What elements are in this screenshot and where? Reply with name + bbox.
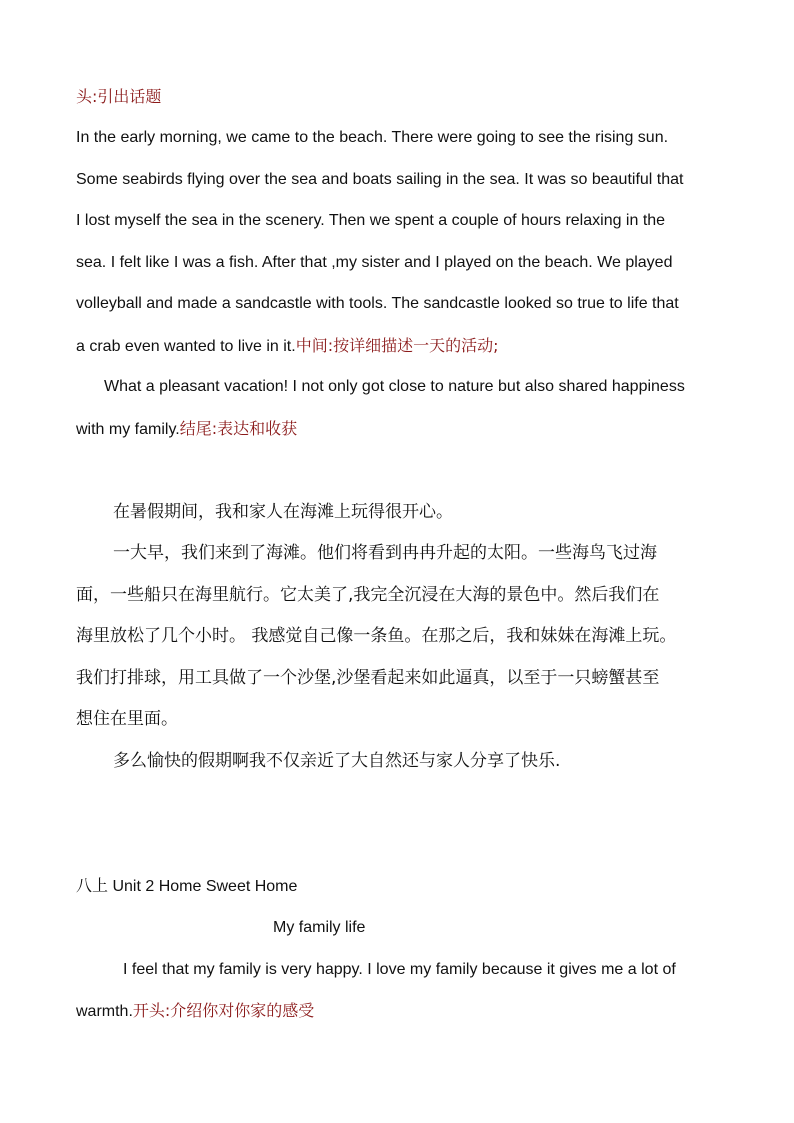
unit2-line-1: I feel that my family is very happy. I love my family because it gives me a lot of bbox=[123, 961, 676, 978]
essay-title: My family life bbox=[273, 919, 366, 936]
opening-annotation: 开头:介绍你对你家的感受 bbox=[132, 1001, 315, 1020]
translation-line-6: 想住在里面。 bbox=[76, 709, 178, 729]
middle-annotation: 中间:按详细描述一天的活动; bbox=[295, 336, 499, 355]
essay-line-8-text: with my family. bbox=[76, 421, 180, 438]
essay-line-5: volleyball and made a sandcastle with tools. The sandcastle looked so true to life that bbox=[76, 295, 679, 312]
translation-line-1: 在暑假期间，我和家人在海滩上玩得很开心。 bbox=[113, 502, 453, 522]
essay-line-4: sea. I felt like I was a fish. After that ,my sister and I played on the beach. We played bbox=[76, 254, 673, 271]
essay-line-7: What a pleasant vacation! I not only got close to nature but also shared happiness bbox=[104, 378, 685, 395]
translation-line-3: 面，一些船只在海里航行。它太美了,我完全沉浸在大海的景色中。然后我们在 bbox=[76, 585, 660, 605]
unit2-line-2-text: warmth. bbox=[76, 1003, 133, 1020]
unit-heading: 八上 Unit 2 Home Sweet Home bbox=[76, 878, 298, 895]
unit2-line-2 bbox=[76, 1000, 314, 1023]
essay-line-6-text: a crab even wanted to live in it. bbox=[76, 338, 296, 355]
translation-line-2: 一大早，我们来到了海滩。他们将看到冉冉升起的太阳。一些海鸟飞过海 bbox=[113, 543, 657, 563]
essay-line-3: I lost myself the sea in the scenery. Then we spent a couple of hours relaxing in the bbox=[76, 212, 666, 229]
essay-line-6 bbox=[76, 335, 498, 358]
ending-annotation: 结尾:表达和收获 bbox=[179, 419, 298, 438]
translation-line-5: 我们打排球，用工具做了一个沙堡,沙堡看起来如此逼真，以至于一只螃蟹甚至 bbox=[76, 668, 660, 688]
translation-line-4: 海里放松了几个小时。 我感觉自己像一条鱼。在那之后，我和妹妹在海滩上玩。 bbox=[76, 626, 677, 646]
translation-line-7: 多么愉快的假期啊我不仅亲近了大自然还与家人分享了快乐. bbox=[113, 751, 561, 771]
essay-line-2: Some seabirds flying over the sea and boats sailing in the sea. It was so beautiful that bbox=[76, 171, 684, 188]
essay-line-1: In the early morning, we came to the beach. There were going to see the rising sun. bbox=[76, 129, 669, 146]
intro-annotation: 头:引出话题 bbox=[76, 87, 162, 106]
essay-line-8 bbox=[76, 418, 297, 441]
